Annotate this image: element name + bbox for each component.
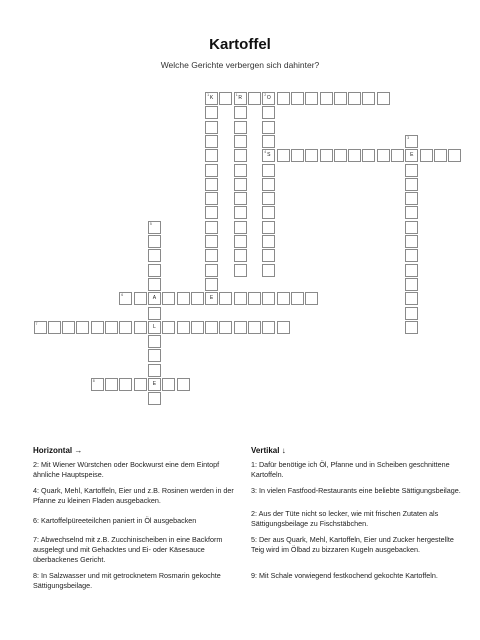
crossword-cell[interactable] — [62, 321, 75, 334]
page-subtitle: Welche Gerichte verbergen sich dahinter? — [160, 60, 320, 70]
crossword-cell[interactable] — [377, 92, 390, 105]
crossword-cell[interactable] — [262, 206, 275, 219]
crossword-cell[interactable] — [234, 206, 247, 219]
crossword-cell[interactable] — [277, 292, 290, 305]
crossword-cell[interactable] — [234, 106, 247, 119]
crossword-cell[interactable] — [234, 249, 247, 262]
crossword-cell[interactable] — [262, 149, 275, 162]
crossword-cell[interactable] — [148, 307, 161, 320]
crossword-cell[interactable] — [205, 221, 218, 234]
clue-horizontal: 8: In Salzwasser und mit getrocknetem Rosmarin gekochte Sättigungsbeilage. — [33, 571, 221, 590]
crossword-cell[interactable] — [148, 335, 161, 348]
crossword-cell[interactable] — [405, 264, 418, 277]
crossword-cell[interactable] — [234, 164, 247, 177]
crossword-cell[interactable] — [262, 235, 275, 248]
crossword-cell[interactable] — [434, 149, 447, 162]
crossword-cell[interactable] — [148, 292, 161, 305]
crossword-cell[interactable] — [305, 149, 318, 162]
crossword-cell[interactable] — [234, 235, 247, 248]
vertical-clues-heading: Vertikal ↓ — [251, 446, 286, 455]
crossword-cell[interactable] — [134, 292, 147, 305]
crossword-cell[interactable] — [205, 149, 218, 162]
crossword-cell[interactable] — [320, 149, 333, 162]
crossword-cell[interactable] — [291, 92, 304, 105]
crossword-cell[interactable] — [248, 92, 261, 105]
crossword-cell[interactable] — [405, 321, 418, 334]
crossword-cell[interactable] — [205, 235, 218, 248]
crossword-cell[interactable] — [234, 292, 247, 305]
crossword-cell[interactable] — [248, 321, 261, 334]
given-letter: A — [152, 295, 157, 302]
crossword-cell[interactable] — [48, 321, 61, 334]
crossword-cell[interactable] — [262, 164, 275, 177]
crossword-cell[interactable] — [34, 321, 47, 334]
clue-number: 2 — [264, 93, 267, 97]
crossword-cell[interactable] — [205, 278, 218, 291]
crossword-cell[interactable] — [91, 321, 104, 334]
crossword-cell[interactable] — [262, 264, 275, 277]
crossword-cell[interactable] — [105, 378, 118, 391]
crossword-cell[interactable] — [134, 321, 147, 334]
crossword-cell[interactable] — [105, 321, 118, 334]
clue-horizontal: 4: Quark, Mehl, Kartoffeln, Eier und z.B. Rosinen werden in der Pfanne zu kleinen Fladen ausgebacken. — [33, 486, 234, 505]
crossword-cell[interactable] — [234, 264, 247, 277]
crossword-cell[interactable] — [234, 135, 247, 148]
crossword-cell[interactable] — [205, 321, 218, 334]
crossword-cell[interactable] — [205, 292, 218, 305]
clue-number: 1 — [235, 93, 238, 97]
crossword-cell[interactable] — [234, 149, 247, 162]
crossword-cell[interactable] — [205, 164, 218, 177]
crossword-cell[interactable] — [219, 292, 232, 305]
clue-number: 8 — [92, 379, 95, 383]
crossword-cell[interactable] — [405, 206, 418, 219]
crossword-cell[interactable] — [162, 378, 175, 391]
given-letter: E — [410, 152, 414, 159]
crossword-cell[interactable] — [262, 121, 275, 134]
crossword-cell[interactable] — [391, 149, 404, 162]
crossword-cell[interactable] — [262, 135, 275, 148]
crossword-cell[interactable] — [420, 149, 433, 162]
crossword-cell[interactable] — [119, 321, 132, 334]
clue-number: 1 — [207, 93, 210, 97]
crossword-cell[interactable] — [277, 92, 290, 105]
crossword-cell[interactable] — [76, 321, 89, 334]
clue-vertical: 3: In vielen Fastfood-Restaurants eine beliebte Sättigungsbeilage. — [251, 486, 461, 495]
clue-number: 7 — [35, 321, 38, 326]
crossword-cell[interactable] — [91, 378, 104, 391]
crossword-cell[interactable] — [148, 221, 161, 234]
given-letter: K — [209, 95, 214, 101]
crossword-cell[interactable] — [191, 321, 204, 334]
given-letter: O — [266, 95, 271, 101]
crossword-cell[interactable] — [277, 149, 290, 162]
crossword-cell[interactable] — [205, 135, 218, 148]
crossword-cell[interactable] — [205, 121, 218, 134]
crossword-cell[interactable] — [405, 249, 418, 262]
crossword-cell[interactable] — [177, 378, 190, 391]
crossword-cell[interactable] — [234, 192, 247, 205]
crossword-cell[interactable] — [405, 235, 418, 248]
crossword-cell[interactable] — [205, 106, 218, 119]
crossword-cell[interactable] — [305, 292, 318, 305]
crossword-cell[interactable] — [262, 321, 275, 334]
crossword-cell[interactable] — [405, 292, 418, 305]
given-letter: E — [152, 381, 157, 387]
crossword-cell[interactable] — [405, 149, 418, 162]
crossword-cell[interactable] — [262, 292, 275, 305]
clue-vertical: 5: Der aus Quark, Mehl, Kartoffeln, Eier und Zucker hergestellte Teig wird im Ölbad zu bizzaren Kugeln ausgebacken. — [251, 535, 454, 554]
crossword-cell[interactable] — [405, 135, 418, 148]
crossword-cell[interactable] — [219, 92, 232, 105]
crossword-cell[interactable] — [119, 378, 132, 391]
crossword-cell[interactable] — [291, 292, 304, 305]
crossword-cell[interactable] — [134, 378, 147, 391]
crossword-cell[interactable] — [205, 264, 218, 277]
clue-number: 6 — [121, 293, 124, 298]
crossword-cell[interactable] — [248, 292, 261, 305]
crossword-cell[interactable] — [148, 378, 161, 391]
crossword-cell[interactable] — [205, 206, 218, 219]
clue-vertical: 9: Mit Schale vorwiegend festkochend gekochte Kartoffeln. — [251, 571, 438, 580]
crossword-cell[interactable] — [234, 221, 247, 234]
crossword-cell[interactable] — [405, 278, 418, 291]
crossword-cell[interactable] — [148, 264, 161, 277]
clue-horizontal: 2: Mit Wiener Würstchen oder Bockwurst eine dem Eintopf ähnliche Hauptspeise. — [33, 460, 220, 479]
crossword-cell[interactable] — [148, 249, 161, 262]
crossword-cell[interactable] — [148, 321, 161, 334]
crossword-cell[interactable] — [362, 149, 375, 162]
crossword-cell[interactable] — [205, 249, 218, 262]
crossword-cell[interactable] — [148, 235, 161, 248]
crossword-cell[interactable] — [305, 92, 318, 105]
clue-number: 5 — [149, 221, 152, 226]
clue-horizontal: 6: Kartoffelpüreeteilchen paniert in Öl ausgebacken — [33, 516, 197, 525]
crossword-cell[interactable] — [334, 92, 347, 105]
crossword-cell[interactable] — [148, 278, 161, 291]
crossword-cell[interactable] — [234, 321, 247, 334]
crossword-cell[interactable] — [148, 349, 161, 362]
crossword-cell[interactable] — [162, 321, 175, 334]
crossword-cell[interactable] — [405, 221, 418, 234]
crossword-cell[interactable] — [162, 292, 175, 305]
crossword-cell[interactable] — [262, 221, 275, 234]
crossword-cell[interactable] — [234, 92, 247, 105]
crossword-cell[interactable] — [362, 92, 375, 105]
crossword-cell[interactable] — [262, 178, 275, 191]
crossword-cell[interactable] — [262, 249, 275, 262]
crossword-cell[interactable] — [262, 192, 275, 205]
crossword-cell[interactable] — [405, 164, 418, 177]
crossword-cell[interactable] — [177, 321, 190, 334]
clue-horizontal: 7: Abwechselnd mit z.B. Zucchinischeiben in eine Backform ausgelegt und mit Gehacktes und Ei- oder Käsesauce überbackenes Gericht. — [33, 535, 223, 564]
crossword-cell[interactable] — [348, 92, 361, 105]
clue-vertical: 2: Aus der Tüte nicht so lecker, wie mit frischen Zutaten als Sättigungsbeilage zu Fischstäbchen. — [251, 509, 439, 528]
crossword-cell[interactable] — [348, 149, 361, 162]
crossword-cell[interactable] — [148, 364, 161, 377]
horizontal-clues-heading: Horizontal → — [33, 446, 83, 455]
crossword-cell[interactable] — [262, 106, 275, 119]
crossword-cell[interactable] — [234, 178, 247, 191]
clue-vertical: 1: Dafür benötige ich Öl, Pfanne und in Scheiben geschnittene Kartoffeln. — [251, 460, 450, 479]
crossword-cell[interactable] — [148, 392, 161, 405]
crossword-cell[interactable] — [334, 149, 347, 162]
crossword-cell[interactable] — [405, 178, 418, 191]
crossword-cell[interactable] — [405, 192, 418, 205]
crossword-cell[interactable] — [262, 92, 275, 105]
crossword-cell[interactable] — [291, 149, 304, 162]
crossword-cell[interactable] — [205, 178, 218, 191]
crossword-cell[interactable] — [234, 121, 247, 134]
clue-number: 4 — [264, 150, 267, 155]
crossword-cell[interactable] — [448, 149, 461, 162]
given-letter: R — [238, 95, 242, 101]
crossword-cell[interactable] — [277, 321, 290, 334]
given-letter: E — [209, 295, 214, 302]
crossword-cell[interactable] — [219, 321, 232, 334]
given-letter: S — [267, 152, 271, 159]
crossword-cell[interactable] — [191, 292, 204, 305]
crossword-cell[interactable] — [205, 92, 218, 105]
clue-number: 3 — [407, 135, 410, 140]
page-title: Kartoffel — [209, 36, 271, 53]
crossword-cell[interactable] — [119, 292, 132, 305]
crossword-cell[interactable] — [405, 307, 418, 320]
crossword-cell[interactable] — [205, 192, 218, 205]
crossword-cell[interactable] — [177, 292, 190, 305]
crossword-cell[interactable] — [320, 92, 333, 105]
crossword-cell[interactable] — [377, 149, 390, 162]
given-letter: L — [153, 323, 156, 330]
